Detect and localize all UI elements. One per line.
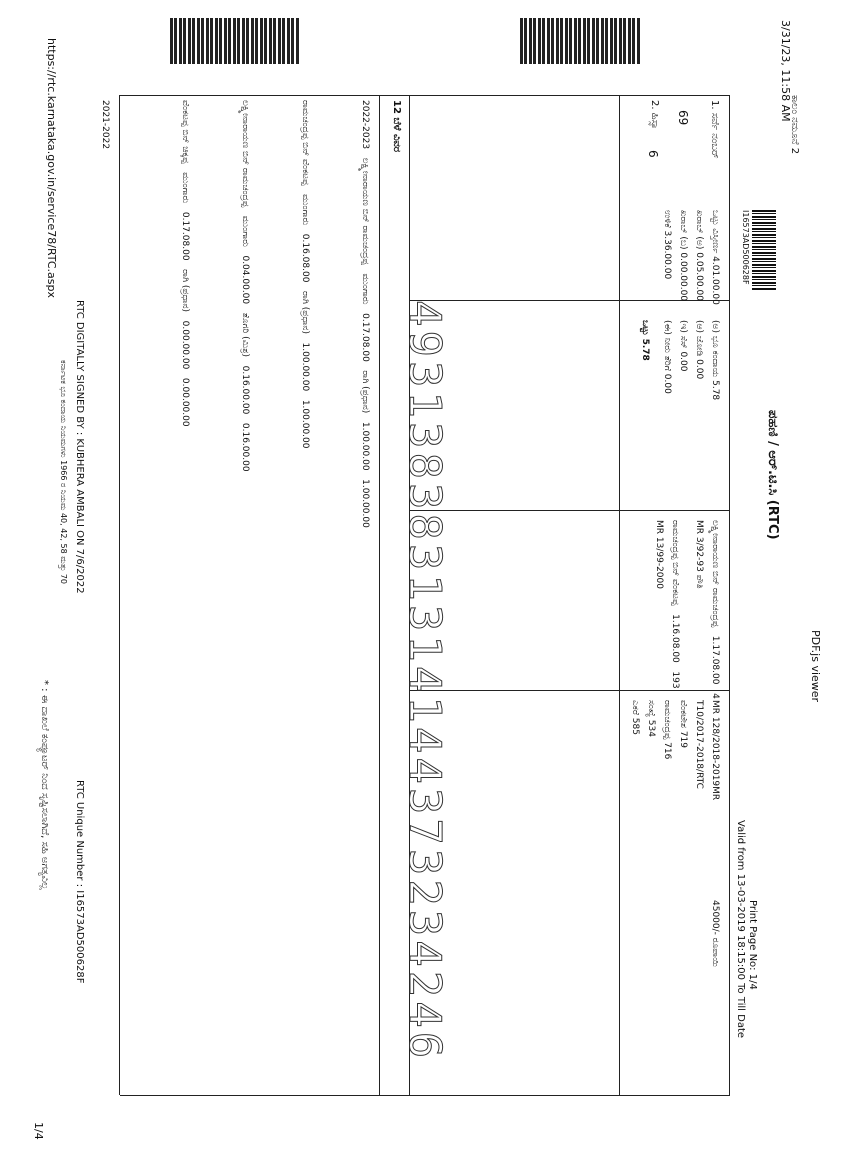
note-item: ವೆಂಕಟೇಶ 719 xyxy=(678,700,688,748)
form-number: ಕಾಲಂ ನಮೂನೆ 2 xyxy=(789,95,800,155)
hissa-label: 2. ಹಿಸ್ಸಾ xyxy=(649,100,660,130)
note-item: T10/2017-2018/RTC xyxy=(694,700,704,789)
owner-name: ಲಕ್ಷ್ಮೀನಾರಾಯಣ ಬಿನ್ ರಾಮಚಂದ್ರಪ್ಪ xyxy=(710,520,720,628)
tax-value: 0.00 xyxy=(662,373,672,394)
crop-owner: ಲಕ್ಷ್ಮೀನಾರಾಯಣ ಬಿನ್ ರಾಮಚಂದ್ರಪ್ಪ xyxy=(360,157,370,265)
area-row xyxy=(678,210,688,301)
tax-value: 5.78 xyxy=(710,380,720,401)
tax-row xyxy=(662,320,672,394)
area-value: 0.05.00.00 xyxy=(694,252,704,301)
tax-label: (ಆ) ಜೋಡಿ xyxy=(694,320,704,357)
crop-area: 0.17.08.00 xyxy=(360,313,370,362)
crop-col10: 1.00.00.00 xyxy=(360,421,370,471)
survey-number-label: 1. ಸರ್ವೆ ನಂಬರ್ xyxy=(709,100,720,159)
crop-name: ರಾಗಿ (ಪ್ರಧಾನ) xyxy=(180,269,190,313)
area-label: ಖರಾಬ್ (ಅ) xyxy=(694,210,704,250)
area-row xyxy=(694,210,704,301)
area-value: 0.00.00.00 xyxy=(678,252,688,302)
crop-name: ರಾಗಿ (ಪ್ರಧಾನ) xyxy=(300,291,310,334)
crop-name: ರಾಗಿ (ಪ್ರಧಾನ) xyxy=(360,370,370,414)
crop-area: 0.17.08.00 xyxy=(180,211,190,261)
crop-row xyxy=(240,100,250,472)
crop-col12: 0.00.00.00 xyxy=(180,377,190,427)
crop-row xyxy=(300,100,310,448)
area-label: ಉಳಿಕೆ xyxy=(662,210,672,228)
valid-from: Valid from 13-03-2019 18:15:00 To Till Date xyxy=(735,820,746,1039)
crop-row xyxy=(180,100,190,427)
rule-note: ಕರ್ನಾಟಕ ಭೂ ಕಂದಾಯ ನಿಯಮಗಳು 1966 ರ ನಿಯಮ 40, 42, 58 ಮತ್ತು 70 xyxy=(59,360,68,585)
tax-label: (ಈ) ನೀರು ತೆರಿಗೆ xyxy=(662,320,672,371)
crop-year: 2022-2023 xyxy=(360,100,370,150)
note-item: ರಾಮಚಂದ್ರಪ್ಪ 716 xyxy=(662,700,672,760)
crop-season: ಮುಂಗಾರು xyxy=(300,194,310,226)
crop-col10: 0.16.00.00 xyxy=(240,365,250,415)
tax-label: ಒಟ್ಟು xyxy=(640,320,650,336)
note-item: MR 128/2018-2019MR xyxy=(710,700,720,801)
owner-khata: 193 xyxy=(670,671,680,689)
crop-owner: ರಾಮಚಂದ್ರಪ್ಪ ಬಿನ್ ವೆಂಕಟಪ್ಪ xyxy=(300,100,310,186)
crop-col12: 0.16.00.00 xyxy=(240,422,250,472)
cultivation-header: 12 ಬೆಳೆ ವಿವರ xyxy=(391,100,402,153)
crop-col12: 1.00.00.00 xyxy=(360,479,370,528)
tax-row xyxy=(640,320,650,361)
area-label: ಖರಾಬ್ (ಬ) xyxy=(678,210,688,250)
registration-stamp: 4931383831314144373234246 xyxy=(399,300,450,1063)
note-item: ಸಂಖ್ಯೆ 534 xyxy=(646,700,656,737)
owner-extent: 1.17.08.00 xyxy=(710,635,720,685)
owner-mr: MR 13/99-2000 xyxy=(654,520,664,589)
crop-col10: 0.00.00.00 xyxy=(180,320,190,370)
page-url[interactable]: https://rtc.karnataka.gov.in/service78/RTC.aspx xyxy=(45,38,58,298)
crop-owner: ಲಕ್ಷ್ಮೀನಾರಾಯಣ ಬಿನ್ ರಾಮಚಂದ್ರಪ್ಪ xyxy=(240,100,250,208)
tax-label: (ಇ) ಸೆಸ್ xyxy=(678,320,688,349)
tax-label: (ಅ) ಭೂ ಕಂದಾಯ xyxy=(710,320,720,378)
area-row xyxy=(710,210,720,305)
tax-value: 5.78 xyxy=(640,338,650,361)
tax-row xyxy=(694,320,704,379)
tax-value: 0.00 xyxy=(678,351,688,372)
note-item: ಎಕರೆ 585 xyxy=(630,700,640,735)
crop-col10: 1.00.00.00 xyxy=(300,342,310,392)
hissa-number: 6 xyxy=(646,150,660,158)
owner-row xyxy=(670,520,680,689)
area-value: 4.01.00.00 xyxy=(710,256,720,305)
crop-area: 0.04.00.00 xyxy=(240,255,250,305)
crop-owner: ವೆಂಕಟಪ್ಪ ಬಿನ್ ಚಿಕ್ಕಪ್ಪ xyxy=(180,100,190,164)
page-count: 1/4 xyxy=(32,1122,45,1140)
rtc-unique-number: RTC Unique Number : I16573AD500628F xyxy=(74,780,85,984)
barcode-code: I16573AD500628F xyxy=(741,210,750,285)
note-item: 45000/- ರೂಪಾಯಿ xyxy=(710,900,720,967)
barcode-image xyxy=(752,210,776,290)
crop-row xyxy=(360,100,370,528)
owner-mr: MR 3/92-93 ಪೌತಿ xyxy=(694,520,704,589)
area-row xyxy=(662,210,672,279)
owner-khata: 4 xyxy=(710,693,720,699)
document-title: ಪಹಣಿ / ಆರ್.ಟಿ.ಸಿ (RTC) xyxy=(765,410,780,540)
area-value: 3.36.00.00 xyxy=(662,230,672,280)
tax-value: 0.00 xyxy=(694,359,704,380)
area-label: ಒಟ್ಟು ವಿಸ್ತೀರ್ಣ xyxy=(710,210,720,254)
crop-area: 0.16.08.00 xyxy=(300,233,310,283)
owner-row xyxy=(710,520,720,699)
owner-extent: 1.16.08.00 xyxy=(670,614,680,663)
tax-row xyxy=(710,320,720,400)
viewer-title: PDF.js viewer xyxy=(809,630,822,703)
survey-number: 69 xyxy=(676,110,690,126)
disclaimer: * : ಈ ದಾಖಲೆ ಕಂಪ್ಯೂಟರ್ ನಿಂದ ಸೃಷ್ಟಿಸಲಾಗಿದೆ, ಸಹಿ ಅಗತ್ಯವಿಲ್ಲ xyxy=(39,680,50,890)
crop-season: ಮುಂಗಾರು xyxy=(360,273,370,305)
crop-season: ಮುಂಗಾರು xyxy=(180,172,190,204)
digital-signature: RTC DIGITALLY SIGNED BY : KUBHERA AMBALI ON 7/6/2022 xyxy=(74,300,85,594)
owner-name: ರಾಮಚಂದ್ರಪ್ಪ ಬಿನ್ ವೆಂಕಟಪ್ಪ xyxy=(670,520,680,606)
crop-col12: 1.00.00.00 xyxy=(300,399,310,449)
last-year: 2021-2022 xyxy=(100,100,110,150)
print-page: Print Page No: 1/4 xyxy=(747,900,758,990)
tax-row xyxy=(678,320,688,372)
crop-season: ಮುಂಗಾರು xyxy=(240,215,250,247)
browser-timestamp: 3/31/23, 11:58 AM xyxy=(779,20,792,122)
crop-name: ತೊಗರಿ (ಮಿಶ್ರ) xyxy=(240,312,250,358)
